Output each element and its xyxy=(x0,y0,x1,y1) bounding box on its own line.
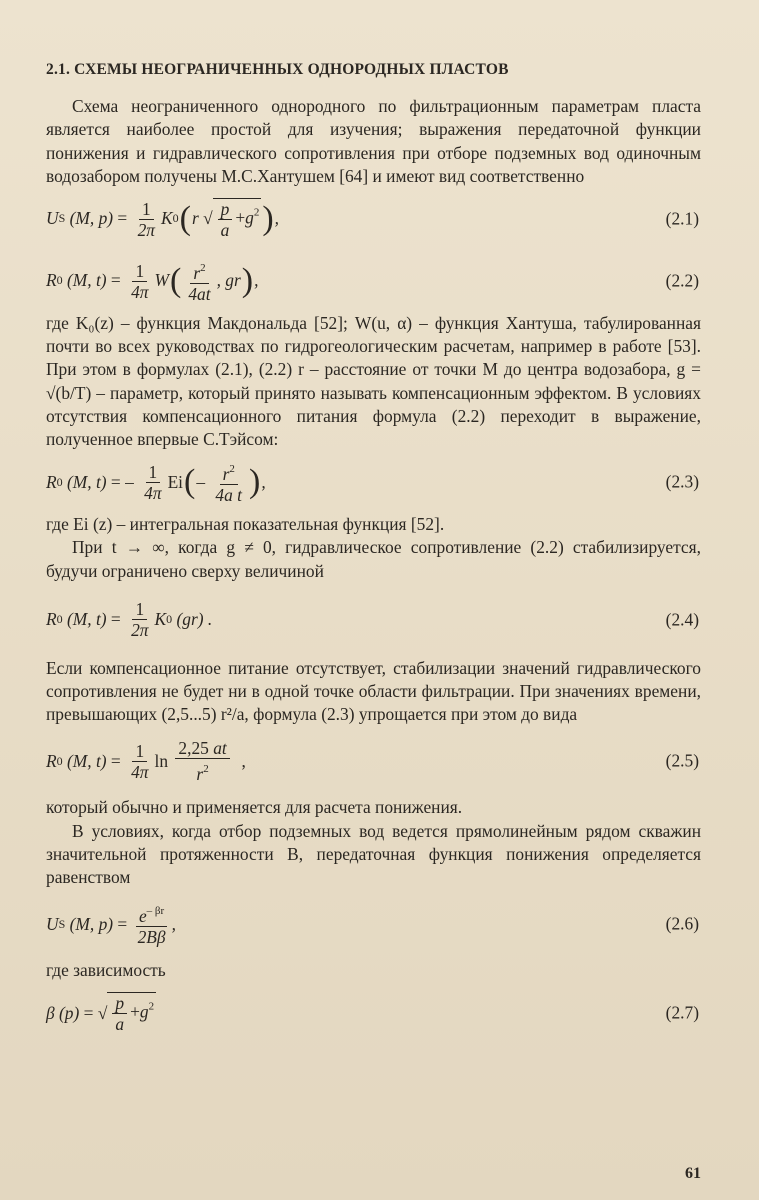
equation-number: (2.2) xyxy=(665,270,699,291)
equation-2-1 xyxy=(46,188,701,250)
formula: U S (M, p) = $\frac{e^{- \beta r}}{2B\beta}$ , xyxy=(46,889,176,959)
equation-2-4 xyxy=(46,583,701,657)
equation-2-7 xyxy=(46,982,701,1044)
equation-number: (2.7) xyxy=(665,1002,699,1023)
equation-2-2 xyxy=(46,250,701,312)
equation-number: (2.1) xyxy=(665,208,699,229)
paragraph: Если компенсационное питание отсутствует, стабилизации значений гидравлического сопротивления не будет ни в одной точке области фильтрации. При значениях времени, превышающих (2,5...5) r²/a, формула (2.3) упрощается при этом до вида xyxy=(46,657,701,725)
formula: R 0 (M, t) = $\frac{1}{4\pi}$ W ( $\frac{r^2}{4at}$ , gr ) , xyxy=(46,250,258,312)
paragraph: где зависимость xyxy=(46,960,166,981)
equation-2-5 xyxy=(46,726,701,796)
paragraph: Схема неограниченного однородного по фильтрационным параметрам пласта является наиболее простой для изучения; выражения передаточной функции понижения и гидравлического сопротивления при отборе подземных вод одиночным водозабором получены М.С.Хантушем [64] и имеют вид соответственно xyxy=(46,96,701,186)
formula: R 0 (M, t) = – $\frac{1}{4\pi}$ Ei ( – $\frac{r^2}{\text{4a t}}$ ) , xyxy=(46,451,266,513)
paragraph: где Ei (z) – интегральная показательная функция [52]. xyxy=(46,514,445,535)
paragraph: который обычно и применяется для расчета понижения. xyxy=(46,797,463,818)
paragraph: где K₀(z) – функция Макдональда [52]; W(u, α) – функция Хантуша, табулированная почти во всех руководствах по гидрогеологическим расчетам, например в работе [53]. При этом в формулах (2.1), (2.2) r – расстояние от точки M до центра водозабора, g = √(b/T) – параметр, который принято называть компенсационным эффектом. В условиях отсутствия компенсационного питания формула (2.2) переходит в выражение, полученное впервые С.Тэйсом: xyxy=(46,313,701,450)
equation-number: (2.6) xyxy=(665,913,699,934)
text-body xyxy=(46,58,701,1044)
equation-number: (2.4) xyxy=(665,609,699,630)
paragraph: В условиях, когда отбор подземных вод ведется прямолинейным рядом скважин значительной протяженности B, передаточная функция понижения определяется равенством xyxy=(46,820,701,888)
formula: U S (M, p) = $\frac{1}{2\pi}$ K 0 ( r √ $\frac{p}{a}$ $+g^2$ ) , xyxy=(46,198,280,241)
page-number: 61 xyxy=(685,1165,701,1182)
equation-number: (2.5) xyxy=(665,750,699,771)
formula: β (p) = √ $\frac{p}{a}$ $+g^2$ xyxy=(46,993,155,1035)
paragraph: При t → ∞, когда g ≠ 0, гидравлическое сопротивление (2.2) стабилизируется, будучи ограничено сверху величиной xyxy=(46,537,701,581)
equation-number: (2.3) xyxy=(665,471,699,492)
formula: R 0 (M, t) = $\frac{1}{2\pi}$ K 0 (gr) . xyxy=(46,599,213,641)
equation-2-6 xyxy=(46,889,701,959)
equation-2-3 xyxy=(46,451,701,513)
formula: R 0 (M, t) = $\frac{1}{4\pi}$ ln $\frac{2,25 at}{r^2}$ , xyxy=(46,738,246,785)
section-heading: 2.1. СХЕМЫ НЕОГРАНИЧЕННЫХ ОДНОРОДНЫХ ПЛАСТОВ xyxy=(46,61,509,78)
